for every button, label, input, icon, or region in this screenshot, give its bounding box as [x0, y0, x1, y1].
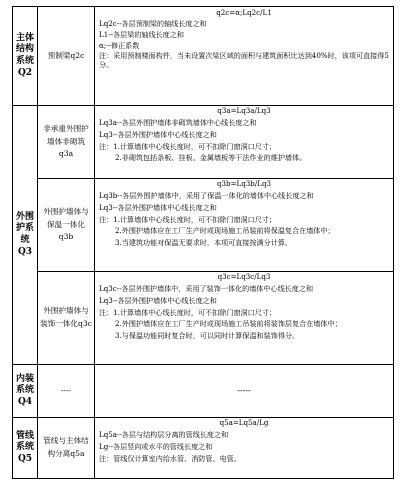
system-q3: 外围护系统Q3 [13, 106, 38, 365]
formula-q5a: q5a=Lq5a/Lg [219, 418, 269, 427]
table-row [13, 365, 394, 418]
note-line: 3.与保温功能同时复合时，可以同时计算保温和装饰得分。 [115, 332, 300, 341]
assessment-table [12, 6, 394, 479]
definition-line: Lq2c--各层预制梁的轴线长度之和 [99, 19, 207, 28]
subsystem-q3c: 外围护墙体与装饰一体化q3c [38, 272, 95, 365]
note-line: 2.外围护墙体应在工厂生产时或现场施工吊装前将装饰层复合在墙体中； [115, 320, 342, 329]
table-row [13, 418, 394, 479]
definition-line: Lq3--各层外围护墙体中心线长度之和 [99, 203, 217, 212]
note-line: 2.外围护墙体应在工厂生产时或现场施工吊装前将保温复合在墙体中； [115, 227, 335, 236]
table-row [13, 179, 394, 272]
formula-q2c: q2c=α;Lq2c/L1 [216, 8, 272, 17]
content-q4: ----- [95, 365, 394, 418]
note-line: 注：管线仅计算室内给水管、消防管、电管。 [99, 454, 241, 463]
table-row [13, 7, 394, 106]
note-line: 2.非砌筑包括条板、挂板、金属墙板等干法作业的维护墙体。 [115, 154, 307, 163]
content-q3c [95, 272, 394, 365]
system-q2: 主体结构系统Q2 [13, 7, 38, 106]
subsystem-q3b: 外围护墙体与保温一体化q3b [38, 179, 95, 272]
definition-line: Lq3--各层外围护墙体中心线长度之和 [99, 130, 217, 139]
formula-q3a: q3a=Lq3a/Lq3 [217, 106, 271, 115]
table-row [13, 272, 394, 365]
system-q5: 管线系统Q5 [13, 418, 38, 479]
definition-line: Lq3a--各层外围护墙体非砌筑墙体中心线长度之和 [99, 118, 257, 127]
content-q5a [95, 418, 394, 479]
definition-line: Lq3--各层外围护墙体中心线长度之和 [99, 296, 217, 305]
definition-line: Lq5a--各层与结构层分离的管线长度之和 [99, 430, 229, 439]
note-line: 注：1.计算墙体中心线长度时，可不扣除门窗洞口尺寸； [99, 142, 277, 151]
definition-line: L1--各层梁的轴线长度之和 [99, 30, 184, 39]
formula-q3b: q3b=Lq3b/Lq3 [217, 179, 271, 188]
content-q3a [95, 106, 394, 179]
subsystem-q4: ---- [38, 365, 95, 418]
subsystem-q2c: 预制梁q2c [38, 7, 95, 106]
note-line: 注：采用预制楼面构件，当未设置次梁区域的面积与建筑面积比达到40%时，该项可直接得5分。 [99, 52, 389, 70]
definition-line: α;--修正系数 [99, 41, 140, 50]
content-q2c [95, 7, 394, 106]
table-row [13, 106, 394, 179]
definition-line: Lg--各层竖向或水平的管线长度之和 [99, 442, 213, 451]
note-line: 注：1.计算墙体中心线长度时，可不扣除门窗洞口尺寸； [99, 308, 277, 317]
subsystem-q3a: 非承重外围护墙体非砌筑q3a [38, 106, 95, 179]
definition-line: Lq3b--各层外围护墙体中，采用了保温一体化的墙体中心线长度之和 [99, 191, 314, 200]
note-line: 注：1.计算墙体中心线长度时，可不扣除门窗洞口尺寸； [99, 215, 277, 224]
definition-line: Lq3c--各层外围护墙体中，采用了装饰一体化的墙体中心线长度之和 [99, 284, 314, 293]
system-q4: 内装系统Q4 [13, 365, 38, 418]
subsystem-q5a: 管线与主体结构分离q5a [38, 418, 95, 479]
content-q3b [95, 179, 394, 272]
formula-q3c: q3c=Lq3c/Lq3 [217, 272, 271, 281]
note-line: 3.当建筑功能对保温无要求时，本项可直接按满分计算。 [115, 239, 293, 248]
